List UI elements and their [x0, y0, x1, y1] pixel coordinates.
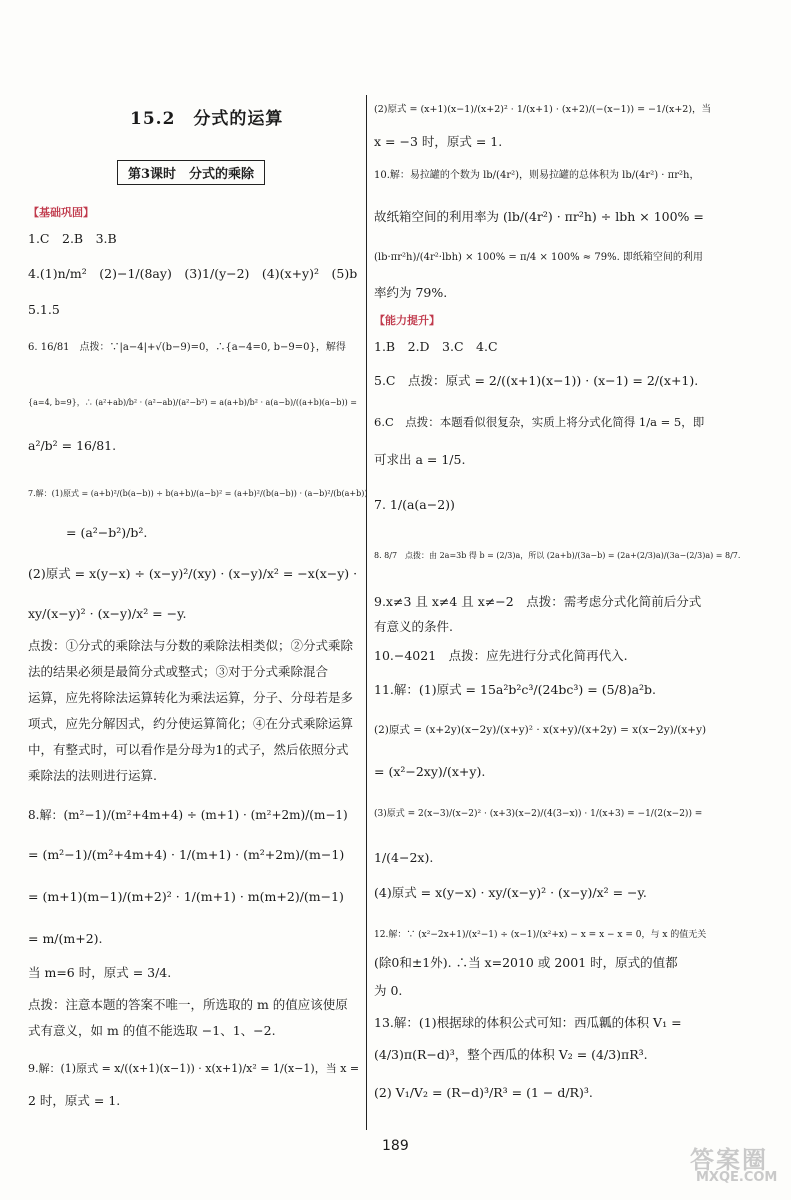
answer-line: 率约为 79%. [374, 285, 448, 300]
answer-line: (4)原式 = x(y−x) · xy/(x−y)² · (x−y)/x² = −y. [374, 885, 647, 900]
answer-line: 10.解：易拉罐的个数为 lb/(4r²)，则易拉罐的总体积为 lb/(4r²) · πr²h， [374, 170, 700, 181]
hint-line: 点拨：①分式的乘除法与分数的乘除法相类似；②分式乘除 [28, 638, 354, 653]
answer-line: (3)原式 = 2(x−3)/(x−2)² · (x+3)(x−2)/(4(3−x)) · 1/(x+3) = −1/(2(x−2)) = [374, 809, 703, 819]
answer-line: 6. 16/81 点拨：∵|a−4|+√(b−9)=0，∴{a−4=0, b−9=0}，解得 [28, 342, 346, 353]
column-divider [366, 95, 367, 1130]
answer-line: = m/(m+2). [28, 931, 103, 946]
answer-line: 当 m=6 时，原式 = 3/4. [28, 965, 172, 980]
section-title: 15.2 分式的运算 [130, 109, 284, 129]
answer-line: 为 0. [374, 983, 403, 998]
answer-line: {a=4, b=9}，∴ (a²+ab)/b² · (a²−ab)/(a²−b²) = a(a+b)/b² · a(a−b)/((a+b)(a−b)) = [28, 398, 358, 407]
lesson-title: 第3课时 分式的乘除 [117, 160, 265, 185]
answer-line: 9.解：(1)原式 = x/((x+1)(x−1)) · x(x+1)/x² = 1/(x−1)，当 x = [28, 1062, 360, 1075]
answer-line: 1.B 2.D 3.C 4.C [374, 339, 498, 354]
answer-line: 5.C 点拨：原式 = 2/((x+1)(x−1)) · (x−1) = 2/(x+1). [374, 373, 699, 388]
answer-line: 8.解：(m²−1)/(m²+4m+4) ÷ (m+1) · (m²+2m)/(m−1) [28, 808, 348, 822]
watermark-text: 答案圈 [690, 1146, 768, 1174]
answer-line: xy/(x−y)² · (x−y)/x² = −y. [28, 606, 187, 621]
answer-line: (lb·πr²h)/(4r²·lbh) × 100% = π/4 × 100% ≈ 79%. 即纸箱空间的利用 [374, 252, 703, 263]
answer-line: 有意义的条件. [374, 619, 453, 634]
answer-line: = (a²−b²)/b². [66, 525, 148, 540]
page-number: 189 [382, 1138, 409, 1154]
answer-line: 故纸箱空间的利用率为 (lb/(4r²) · πr²h) ÷ lbh × 100% = [374, 209, 704, 224]
answer-line: (4/3)π(R−d)³，整个西瓜的体积 V₂ = (4/3)πR³. [374, 1047, 648, 1062]
hint-line: 式有意义，如 m 的值不能选取 −1、1、−2. [28, 1023, 276, 1038]
answer-line: 9.x≠3 且 x≠4 且 x≠−2 点拨：需考虑分式化简前后分式 [374, 594, 702, 609]
answer-line: 11.解：(1)原式 = 15a²b²c³/(24bc³) = (5/8)a²b. [374, 682, 657, 697]
answer-line: 12.解：∵ (x²−2x+1)/(x²−1) ÷ (x−1)/(x²+x) − x = x − x = 0，与 x 的值无关 [374, 930, 707, 940]
answer-line: (2) V₁/V₂ = (R−d)³/R³ = (1 − d/R)³. [374, 1085, 593, 1100]
hint-line: 中，有整式时，可以看作是分母为1的式子，然后依照分式 [28, 742, 349, 757]
answer-line: = (m+1)(m−1)/(m+2)² · 1/(m+1) · m(m+2)/(m−1) [28, 889, 344, 904]
hint-line: 项式，应先分解因式，约分使运算简化；④在分式乘除运算 [28, 716, 354, 731]
answer-line: 1.C 2.B 3.B [28, 231, 117, 246]
section-tag-advanced: 【能力提升】 [374, 314, 440, 327]
answer-line: (除0和±1外). ∴当 x=2010 或 2001 时，原式的值都 [374, 955, 678, 970]
watermark-url: MXQE.COM [696, 1170, 778, 1185]
answer-line: 6.C 点拨：本题看似很复杂，实质上将分式化简得 1/a = 5，即 [374, 415, 705, 429]
answer-line: 5.1.5 [28, 302, 60, 317]
watermark-logo [690, 1140, 782, 1192]
answer-line: (2)原式 = x(y−x) ÷ (x−y)²/(xy) · (x−y)/x² = −x(x−y) · [28, 566, 358, 581]
answer-line: 13.解：(1)根据球的体积公式可知：西瓜瓤的体积 V₁ = [374, 1015, 682, 1030]
answer-line: 7. 1/(a(a−2)) [374, 497, 455, 512]
answer-line: 4.(1)n/m² (2)−1/(8ay) (3)1/(y−2) (4)(x+y)² (5)b [28, 266, 358, 281]
section-tag-basic: 【基础巩固】 [28, 206, 94, 219]
hint-line: 法的结果必须是最简分式或整式；③对于分式乘除混合 [28, 664, 329, 679]
answer-line: x = −3 时，原式 = 1. [374, 134, 503, 149]
hint-line: 运算，应先将除法运算转化为乘法运算，分子、分母若是多 [28, 690, 354, 705]
answer-line: 1/(4−2x). [374, 850, 434, 865]
hint-line: 点拨：注意本题的答案不唯一，所选取的 m 的值应该使原 [28, 997, 348, 1012]
answer-line: a²/b² = 16/81. [28, 438, 117, 453]
answer-line: 8. 8/7 点拨：由 2a=3b 得 b = (2/3)a，所以 (2a+b)/(3a−b) = (2a+(2/3)a)/(3a−(2/3)a) = 8/7. [374, 551, 741, 560]
answer-line: 2 时，原式 = 1. [28, 1093, 121, 1108]
answer-line: = (x²−2xy)/(x+y). [374, 764, 486, 779]
answer-line: 可求出 a = 1/5. [374, 452, 466, 467]
answer-line: (2)原式 = (x+1)(x−1)/(x+2)² · 1/(x+1) · (x+2)/(−(x−1)) = −1/(x+2)，当 [374, 104, 712, 115]
hint-line: 乘除法的法则进行运算. [28, 768, 157, 783]
answer-line: 10.−4021 点拨：应先进行分式化简再代入. [374, 648, 628, 663]
answer-line: (2)原式 = (x+2y)(x−2y)/(x+y)² · x(x+y)/(x+2y) = x(x−2y)/(x+y) [374, 724, 707, 736]
answer-line: = (m²−1)/(m²+4m+4) · 1/(m+1) · (m²+2m)/(m−1) [28, 847, 345, 862]
answer-line: 7.解：(1)原式 = (a+b)²/(b(a−b)) ÷ b(a+b)/(a−b)² = (a+b)²/(b(a−b)) · (a−b)²/(b(a+b)) [28, 489, 368, 498]
